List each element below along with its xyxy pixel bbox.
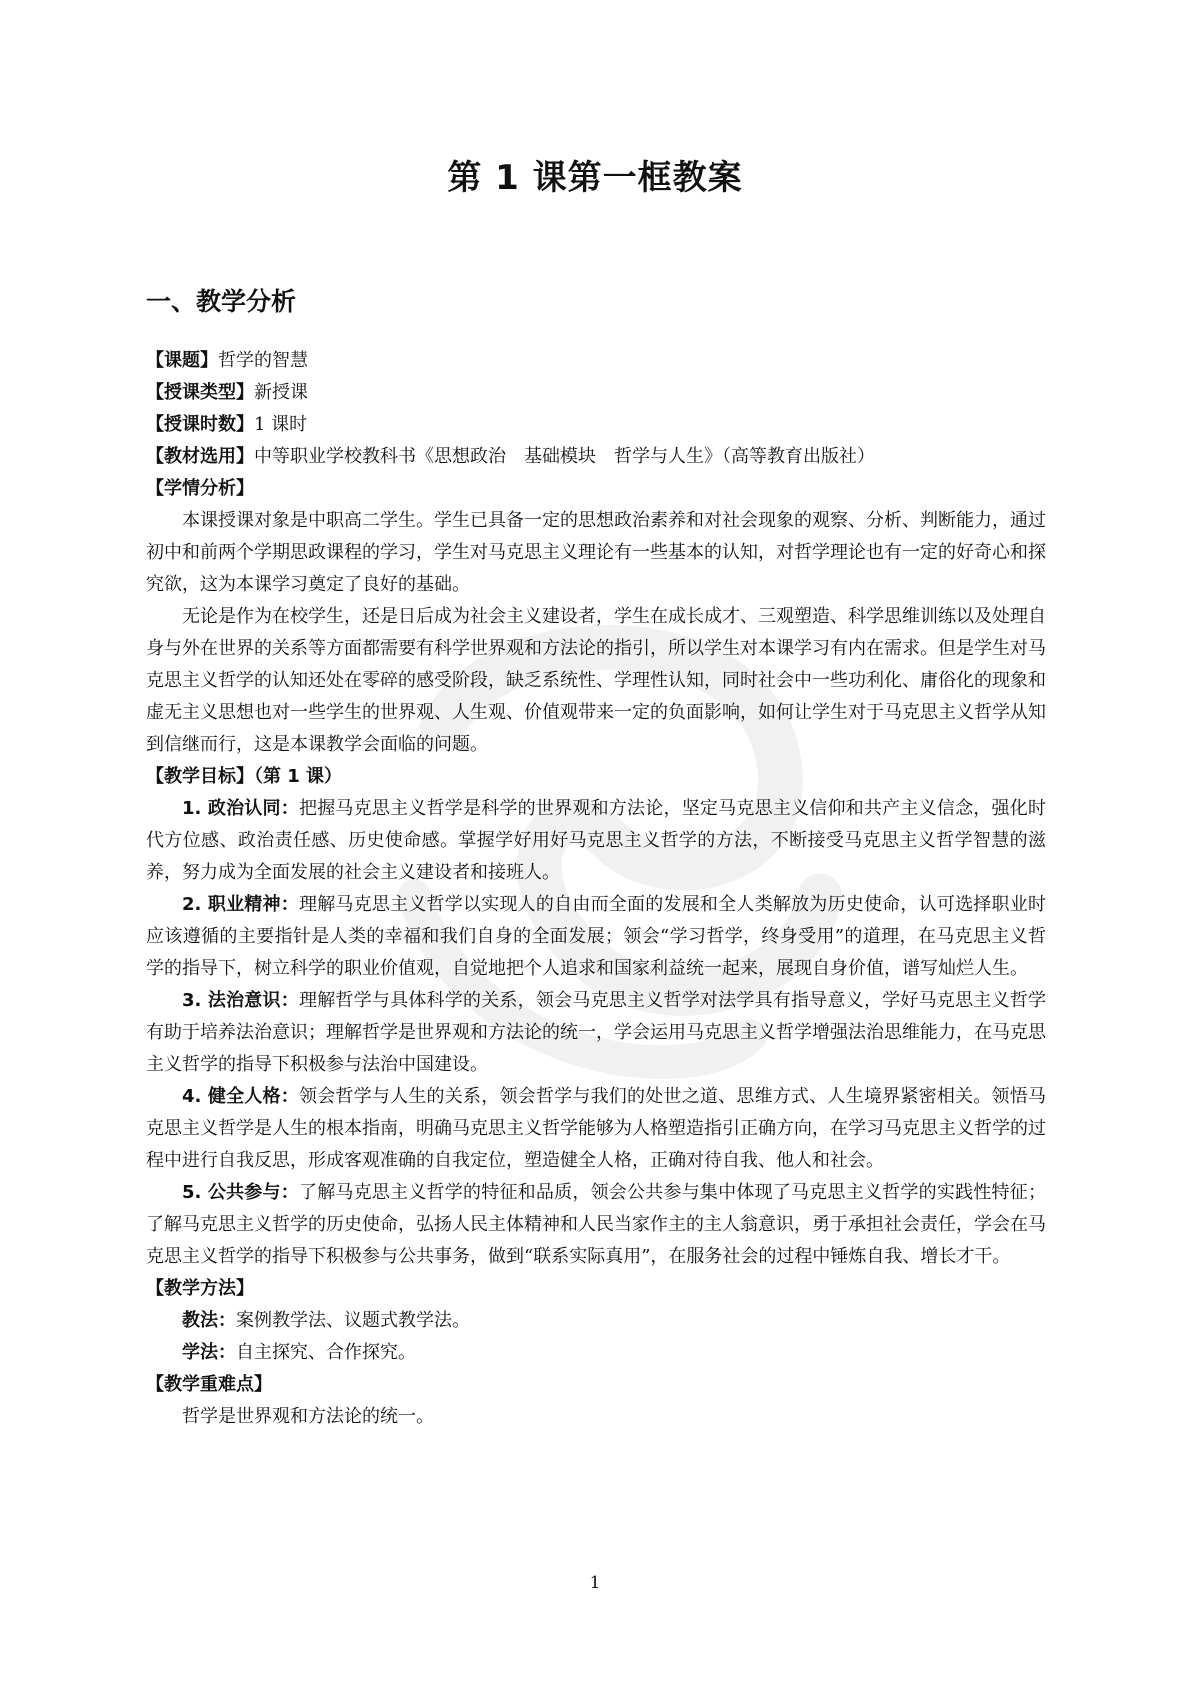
student-analysis-paragraph-2: 无论是作为在校学生，还是日后成为社会主义建设者，学生在成长成才、三观塑造、科学思维训练以及处理自身与外在世界的关系等方面都需要有科学世界观和方法论的指引，所以学生对本课学习有内在需求。但是学生对马克思主义哲学的认知还处在零碎的感受阶段，缺乏系统性、学理性认知，同时社会中一些功利化、庸俗化的现象和虚无主义思想也对一些学生的世界观、人生观、价值观带来一定的负面影响，如何让学生对于马克思主义哲学从知到信继而行，这是本课教学会面临的问题。 [146, 606, 1046, 755]
goal-head: 1. 政治认同： [182, 798, 299, 819]
goal-head: 4. 健全人格： [182, 1086, 299, 1107]
field-label: 【教材选用】 [146, 446, 254, 467]
field-hours [146, 409, 1046, 441]
goal-head: 5. 公共参与： [182, 1182, 299, 1203]
goal-text: 理解马克思主义哲学以实现人的自由而全面的发展和全人类解放为历史使命，认可选择职业时应该遵循的主要指针是人类的幸福和我们自身的全面发展；领会“学习哲学，终身受用”的道理，在马克思主义哲学的指导下，树立科学的职业价值观，自觉地把个人追求和国家利益统一起来，展现自身价值，谱写灿烂人生。 [146, 894, 1046, 979]
method-item [146, 1337, 1046, 1369]
method-item [146, 1305, 1046, 1337]
goal-item [146, 985, 1046, 1081]
field-lesson-type [146, 377, 1046, 409]
teaching-goals-label [146, 761, 1046, 793]
label-text: 【教学方法】 [146, 1278, 254, 1299]
goal-item [146, 793, 1046, 889]
field-label: 【授课类型】 [146, 382, 254, 403]
field-value: 1 课时 [254, 414, 308, 435]
section-heading: 一、教学分析 [146, 287, 297, 316]
student-analysis-label [146, 473, 1046, 505]
field-value: 新授课 [254, 382, 308, 403]
page-number: 1 [589, 1573, 601, 1593]
label-text: 【教学重难点】 [146, 1374, 272, 1395]
goal-text: 了解马克思主义哲学的特征和品质，领会公共参与集中体现了马克思主义哲学的实践性特征；了解马克思主义哲学的历史使命，弘扬人民主体精神和人民当家作主的主人翁意识，勇于承担社会责任，学会在马克思主义哲学的指导下积极参与公共事务，做到“联系实际真用”，在服务社会的过程中锤炼自我、增长才干。 [146, 1182, 1046, 1267]
document-body [146, 345, 1046, 1433]
method-head: 教法： [182, 1310, 236, 1331]
goal-item [146, 1177, 1046, 1273]
document-title: 第 1 课第一框教案 [447, 158, 743, 198]
label-text: 【教学目标】（第 1 课） [146, 766, 343, 787]
label-text: 【学情分析】 [146, 478, 254, 499]
teaching-methods-label [146, 1273, 1046, 1305]
student-analysis-paragraph-1: 本课授课对象是中职高二学生。学生已具备一定的思想政治素养和对社会现象的观察、分析、判断能力，通过初中和前两个学期思政课程的学习，学生对马克思主义理论有一些基本的认知，对哲学理论也有一定的好奇心和探究欲，这为本课学习奠定了良好的基础。 [146, 510, 1046, 595]
key-points-text: 哲学是世界观和方法论的统一。 [182, 1406, 434, 1427]
field-value: 中等职业学校教科书《思想政治 基础模块 哲学与人生》（高等教育出版社） [254, 446, 875, 467]
field-topic [146, 345, 1046, 377]
field-label: 【授课时数】 [146, 414, 254, 435]
goal-text: 把握马克思主义哲学是科学的世界观和方法论，坚定马克思主义信仰和共产主义信念，强化时代方位感、政治责任感、历史使命感。掌握学好用好马克思主义哲学的方法，不断接受马克思主义哲学智慧的滋养，努力成为全面发展的社会主义建设者和接班人。 [146, 798, 1046, 883]
goal-item [146, 889, 1046, 985]
goal-text: 领会哲学与人生的关系，领会哲学与我们的处世之道、思维方式、人生境界紧密相关。领悟马克思主义哲学是人生的根本指南，明确马克思主义哲学能够为人格塑造指引正确方向，在学习马克思主义哲学的过程中进行自我反思，形成客观准确的自我定位，塑造健全人格，正确对待自我、他人和社会。 [146, 1086, 1046, 1171]
goal-head: 3. 法治意识： [182, 990, 299, 1011]
method-head: 学法： [182, 1342, 236, 1363]
key-points-label [146, 1369, 1046, 1401]
goal-text: 理解哲学与具体科学的关系，领会马克思主义哲学对法学具有指导意义，学好马克思主义哲学有助于培养法治意识；理解哲学是世界观和方法论的统一，学会运用马克思主义哲学增强法治思维能力，在马克思主义哲学的指导下积极参与法治中国建设。 [146, 990, 1046, 1075]
field-textbook [146, 441, 1046, 473]
method-text: 自主探究、合作探究。 [236, 1342, 416, 1363]
field-value: 哲学的智慧 [218, 350, 308, 371]
method-text: 案例教学法、议题式教学法。 [236, 1310, 470, 1331]
goal-head: 2. 职业精神： [182, 894, 299, 915]
field-label: 【课题】 [146, 350, 218, 371]
goal-item [146, 1081, 1046, 1177]
